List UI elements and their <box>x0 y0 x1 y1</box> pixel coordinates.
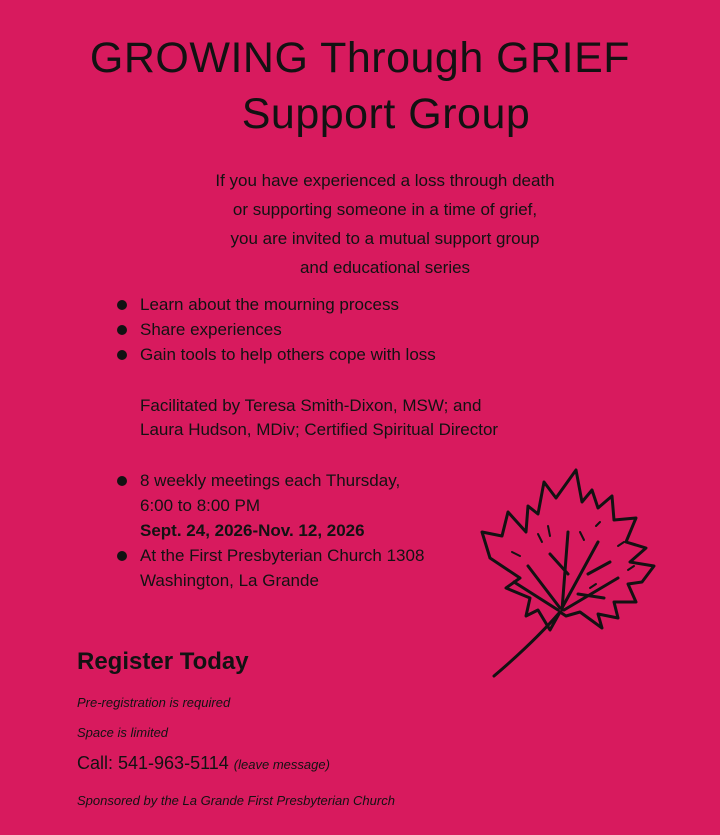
maple-leaf-icon <box>468 462 678 682</box>
topics-list <box>115 292 436 367</box>
bullet-icon <box>117 476 127 486</box>
bullet-icon <box>117 350 127 360</box>
sponsor-note: Sponsored by the La Grande First Presbyterian Church <box>77 793 395 808</box>
phone-number: Call: 541-963-5114 <box>77 753 229 773</box>
list-item <box>115 317 436 342</box>
meetings-dates: Sept. 24, 2026-Nov. 12, 2026 <box>140 521 365 540</box>
intro-text <box>160 166 610 282</box>
list-item-text: Gain tools to help others cope with loss <box>140 345 436 364</box>
meetings-line: 8 weekly meetings each Thursday, <box>140 471 401 490</box>
facilitator-text <box>140 394 498 442</box>
facilitator-line: Facilitated by Teresa Smith-Dixon, MSW; and <box>140 396 482 415</box>
list-item <box>115 292 436 317</box>
title-line-1: GROWING Through GRIEF <box>89 34 631 82</box>
intro-line: and educational series <box>299 258 471 277</box>
bullet-icon <box>117 325 127 335</box>
preregistration-note: Pre-registration is required <box>77 695 231 710</box>
intro-line: If you have experienced a loss through death <box>215 171 555 190</box>
intro-line: or supporting someone in a time of grief, <box>232 200 538 219</box>
bullet-icon <box>117 300 127 310</box>
meetings-time: 6:00 to 8:00 PM <box>140 496 261 515</box>
meetings-list <box>115 468 424 593</box>
call-note: (leave message) <box>233 757 330 772</box>
bullet-icon <box>117 551 127 561</box>
title-line-2: Support Group <box>241 90 531 138</box>
location-line: At the First Presbyterian Church 1308 <box>140 546 425 565</box>
list-item <box>115 342 436 367</box>
list-item-text: Share experiences <box>140 320 282 339</box>
register-heading: Register Today <box>77 648 249 675</box>
space-note: Space is limited <box>77 725 169 740</box>
location-line: Washington, La Grande <box>140 571 319 590</box>
facilitator-line: Laura Hudson, MDiv; Certified Spiritual Director <box>140 420 499 439</box>
page-title <box>0 30 720 142</box>
call-line <box>77 753 330 774</box>
list-item <box>115 468 424 543</box>
list-item <box>115 543 424 593</box>
list-item-text: Learn about the mourning process <box>140 295 399 314</box>
intro-line: you are invited to a mutual support group <box>230 229 540 248</box>
